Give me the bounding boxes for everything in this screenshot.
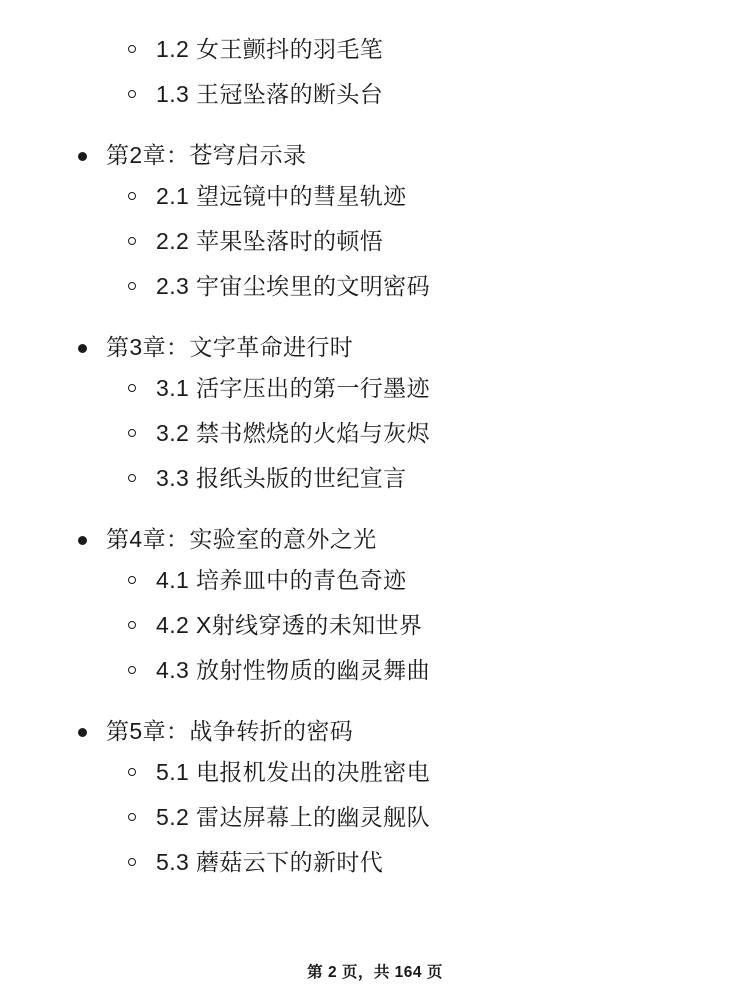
toc-section-label: 4.1 培养皿中的青色奇迹 — [156, 567, 407, 593]
table-of-contents — [60, 38, 690, 874]
toc-section-label: 1.3 王冠坠落的断头台 — [156, 81, 384, 107]
toc-chapter-label: 第5章：战争转折的密码 — [106, 718, 354, 744]
toc-section-list — [60, 569, 690, 682]
toc-chapter-item[interactable] — [60, 144, 690, 167]
toc-section-label: 4.3 放射性物质的幽灵舞曲 — [156, 657, 430, 683]
toc-section-label: 2.1 望远镜中的彗星轨迹 — [156, 183, 407, 209]
toc-section-item[interactable] — [60, 377, 690, 400]
toc-chapter-item[interactable] — [60, 720, 690, 743]
toc-section-label: 5.3 蘑菇云下的新时代 — [156, 849, 384, 875]
circle-bullet-icon — [128, 768, 136, 776]
toc-section-list — [60, 761, 690, 874]
toc-section-label: 3.2 禁书燃烧的火焰与灰烬 — [156, 420, 430, 446]
toc-section-item[interactable] — [60, 275, 690, 298]
toc-section-list — [60, 38, 690, 106]
toc-section-label: 3.3 报纸头版的世纪宣言 — [156, 465, 407, 491]
toc-section-label: 2.3 宇宙尘埃里的文明密码 — [156, 273, 430, 299]
toc-chapter-label: 第3章：文字革命进行时 — [106, 334, 354, 360]
circle-bullet-icon — [128, 813, 136, 821]
toc-chapter-group — [60, 704, 690, 874]
circle-bullet-icon — [128, 429, 136, 437]
toc-section-item[interactable] — [60, 851, 690, 874]
circle-bullet-icon — [128, 576, 136, 584]
disc-bullet-icon — [78, 728, 87, 737]
toc-chapter-group — [60, 128, 690, 298]
page-footer: 第 2 页，共 164 页 — [307, 964, 443, 981]
circle-bullet-icon — [128, 666, 136, 674]
toc-section-list — [60, 377, 690, 490]
toc-section-item[interactable] — [60, 761, 690, 784]
toc-chapter-label: 第4章：实验室的意外之光 — [106, 526, 377, 552]
toc-chapter-item[interactable] — [60, 528, 690, 551]
circle-bullet-icon — [128, 474, 136, 482]
toc-section-item[interactable] — [60, 83, 690, 106]
toc-section-label: 1.2 女王颤抖的羽毛笔 — [156, 36, 384, 62]
circle-bullet-icon — [128, 237, 136, 245]
circle-bullet-icon — [128, 90, 136, 98]
toc-section-item[interactable] — [60, 38, 690, 61]
disc-bullet-icon — [78, 344, 87, 353]
toc-section-item[interactable] — [60, 422, 690, 445]
toc-section-item[interactable] — [60, 806, 690, 829]
circle-bullet-icon — [128, 384, 136, 392]
circle-bullet-icon — [128, 858, 136, 866]
circle-bullet-icon — [128, 621, 136, 629]
disc-bullet-icon — [78, 536, 87, 545]
toc-section-item[interactable] — [60, 467, 690, 490]
circle-bullet-icon — [128, 192, 136, 200]
toc-section-item[interactable] — [60, 614, 690, 637]
toc-section-label: 2.2 苹果坠落时的顿悟 — [156, 228, 384, 254]
toc-section-item[interactable] — [60, 569, 690, 592]
circle-bullet-icon — [128, 282, 136, 290]
toc-chapter-item[interactable] — [60, 336, 690, 359]
toc-section-label: 5.2 雷达屏幕上的幽灵舰队 — [156, 804, 430, 830]
circle-bullet-icon — [128, 45, 136, 53]
toc-chapter-label: 第2章：苍穹启示录 — [106, 142, 307, 168]
toc-chapter-group — [60, 38, 690, 106]
toc-section-label: 4.2 X射线穿透的未知世界 — [156, 612, 423, 638]
toc-section-list — [60, 185, 690, 298]
disc-bullet-icon — [78, 152, 87, 161]
toc-section-item[interactable] — [60, 659, 690, 682]
toc-section-item[interactable] — [60, 230, 690, 253]
toc-section-label: 5.1 电报机发出的决胜密电 — [156, 759, 430, 785]
toc-section-item[interactable] — [60, 185, 690, 208]
toc-chapter-group — [60, 512, 690, 682]
toc-chapter-group — [60, 320, 690, 490]
toc-section-label: 3.1 活字压出的第一行墨迹 — [156, 375, 430, 401]
